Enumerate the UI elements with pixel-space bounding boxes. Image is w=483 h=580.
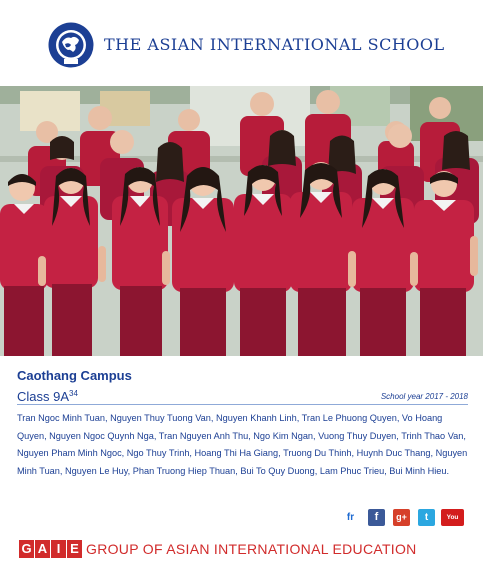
campus-name: Caothang Campus: [17, 368, 132, 383]
group-name: GROUP OF ASIAN INTERNATIONAL EDUCATION: [86, 541, 417, 557]
gaie-letter-e: E: [67, 540, 82, 558]
school-name: THE ASIAN INTERNATIONAL SCHOOL: [104, 35, 445, 54]
class-photo: [0, 86, 483, 356]
gaie-letter-i: I: [51, 540, 66, 558]
page-header: [0, 0, 483, 86]
facebook-icon[interactable]: f: [368, 509, 385, 526]
class-photo-illustration: [0, 86, 483, 356]
class-name: [17, 389, 78, 404]
school-year: School year 2017 - 2018: [380, 392, 468, 401]
google-plus-icon[interactable]: g+: [393, 509, 410, 526]
youtube-icon[interactable]: You Tube: [441, 509, 464, 526]
twitter-icon[interactable]: t: [418, 509, 435, 526]
gaie-letter-g: G: [19, 540, 34, 558]
student-names: Tran Ngoc Minh Tuan, Nguyen Thuy Tuong Van, Nguyen Khanh Linh, Tran Le Phuong Quyen, Vo Hoang Quyen, Nguyen Ngoc Quynh Nga, Tran Nguyen Anh Thu, Ngo Kim Ngan, Vuong Thuy Duyen, Trinh Thao Van, Nguyen Pham Minh Ngoc, Ngo Thuy Trinh, Hoang Thi Ha Giang, Truong Du Thinh, Huynh Duc Thang, Nguyen Minh Tuan, Nguyen Le Huy, Phan Truong Hiep Thuan, Bui To Quy Duong, Lam Phuc Trieu, Bui Minh Hieu.: [17, 413, 468, 476]
fr-social-icon[interactable]: fr: [342, 509, 359, 526]
school-logo-icon: [48, 22, 94, 68]
gaie-letter-a: A: [35, 540, 50, 558]
class-label: Class 9A: [17, 389, 70, 404]
caption-divider: [17, 404, 468, 405]
footer-brand: [19, 540, 417, 558]
class-superscript: 34: [69, 389, 78, 398]
